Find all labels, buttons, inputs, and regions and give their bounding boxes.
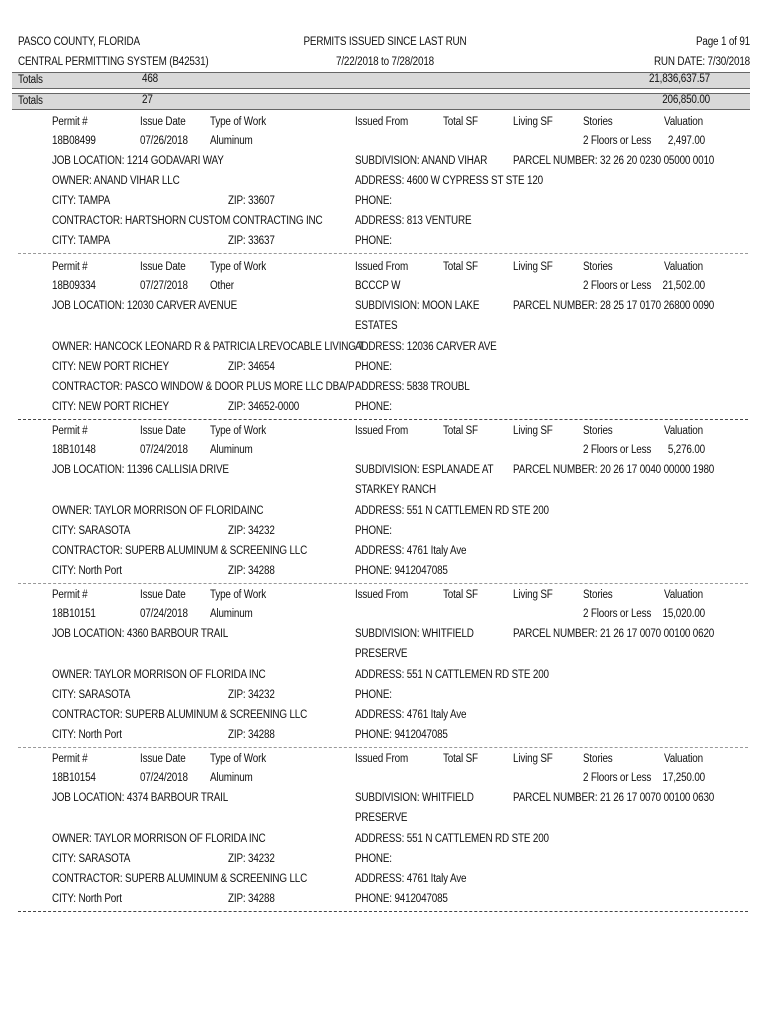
job-location: JOB LOCATION: 12030 CARVER AVENUE xyxy=(52,300,238,312)
valuation: 15,020.00 xyxy=(662,608,705,620)
owner-name: OWNER: TAYLOR MORRISON OF FLORIDA INC xyxy=(52,669,266,681)
report-title: PERMITS ISSUED SINCE LAST RUN xyxy=(303,36,467,48)
contractor-zip: ZIP: 34288 xyxy=(228,893,275,905)
owner-zip: ZIP: 34232 xyxy=(228,689,275,701)
system-name: CENTRAL PERMITTING SYSTEM (B42531) xyxy=(18,56,209,68)
date-range: 7/22/2018 to 7/28/2018 xyxy=(336,56,434,68)
owner-address: ADDRESS: 551 N CATTLEMEN RD STE 200 xyxy=(355,833,549,845)
subdivision: SUBDIVISION: WHITFIELD xyxy=(355,628,474,640)
issue-date-label: Issue Date xyxy=(140,425,186,437)
living-sf-label: Living SF xyxy=(513,589,553,601)
issued-from-label: Issued From xyxy=(355,116,409,128)
owner-address: ADDRESS: 12036 CARVER AVE xyxy=(355,341,497,353)
type-of-work-label: Type of Work xyxy=(210,261,267,273)
totals-valuation: 206,850.00 xyxy=(662,94,710,106)
subdivision-continued: PRESERVE xyxy=(355,648,408,660)
job-location: JOB LOCATION: 4374 BARBOUR TRAIL xyxy=(52,792,229,804)
issue-date: 07/24/2018 xyxy=(140,444,188,456)
totals-label: Totals xyxy=(18,95,43,107)
issued-from-label: Issued From xyxy=(355,261,409,273)
total-sf-label: Total SF xyxy=(443,116,478,128)
type-of-work-label: Type of Work xyxy=(210,116,267,128)
type-of-work: Aluminum xyxy=(210,772,253,784)
contractor-zip: ZIP: 34288 xyxy=(228,729,275,741)
job-location: JOB LOCATION: 4360 BARBOUR TRAIL xyxy=(52,628,229,640)
contractor-city: CITY: North Port xyxy=(52,729,122,741)
owner-zip: ZIP: 34232 xyxy=(228,525,275,537)
owner-name: OWNER: TAYLOR MORRISON OF FLORIDA INC xyxy=(52,833,266,845)
contractor-name: CONTRACTOR: SUPERB ALUMINUM & SCREENING LLC xyxy=(52,873,308,885)
stories: 2 Floors or Less xyxy=(583,608,652,620)
issue-date-label: Issue Date xyxy=(140,753,186,765)
stories-label: Stories xyxy=(583,589,613,601)
owner-city: CITY: SARASOTA xyxy=(52,853,131,865)
valuation: 17,250.00 xyxy=(662,772,705,784)
contractor-city: CITY: TAMPA xyxy=(52,235,111,247)
total-sf-label: Total SF xyxy=(443,589,478,601)
contractor-name: CONTRACTOR: HARTSHORN CUSTOM CONTRACTING INC xyxy=(52,215,323,227)
subdivision: SUBDIVISION: ESPLANADE AT xyxy=(355,464,494,476)
subdivision-continued: ESTATES xyxy=(355,320,398,332)
owner-city: CITY: TAMPA xyxy=(52,195,111,207)
owner-address: ADDRESS: 551 N CATTLEMEN RD STE 200 xyxy=(355,505,549,517)
valuation-label: Valuation xyxy=(664,425,703,437)
issue-date: 07/24/2018 xyxy=(140,608,188,620)
permit-number: 18B08499 xyxy=(52,135,96,147)
valuation: 21,502.00 xyxy=(662,280,705,292)
contractor-name: CONTRACTOR: PASCO WINDOW & DOOR PLUS MORE LLC DBA/P xyxy=(52,381,355,393)
owner-zip: ZIP: 34654 xyxy=(228,361,275,373)
valuation-label: Valuation xyxy=(664,589,703,601)
county-name: PASCO COUNTY, FLORIDA xyxy=(18,36,140,48)
owner-address: ADDRESS: 551 N CATTLEMEN RD STE 200 xyxy=(355,669,549,681)
permit-number: 18B10148 xyxy=(52,444,96,456)
issued-from: BCCCP W xyxy=(355,280,401,292)
issue-date-label: Issue Date xyxy=(140,116,186,128)
valuation: 5,276.00 xyxy=(667,444,705,456)
contractor-address: ADDRESS: 5838 TROUBL xyxy=(355,381,470,393)
contractor-phone: PHONE: 9412047085 xyxy=(355,729,448,741)
subdivision: SUBDIVISION: ANAND VIHAR xyxy=(355,155,488,167)
subdivision-continued: PRESERVE xyxy=(355,812,408,824)
total-sf-label: Total SF xyxy=(443,261,478,273)
contractor-name: CONTRACTOR: SUPERB ALUMINUM & SCREENING LLC xyxy=(52,545,308,557)
permit-number: 18B10151 xyxy=(52,608,96,620)
owner-phone: PHONE: xyxy=(355,525,392,537)
subdivision-continued: STARKEY RANCH xyxy=(355,484,436,496)
contractor-phone: PHONE: 9412047085 xyxy=(355,565,448,577)
issued-from-label: Issued From xyxy=(355,753,409,765)
type-of-work-label: Type of Work xyxy=(210,589,267,601)
job-location: JOB LOCATION: 1214 GODAVARI WAY xyxy=(52,155,224,167)
valuation-label: Valuation xyxy=(664,753,703,765)
issued-from-label: Issued From xyxy=(355,589,409,601)
totals-label: Totals xyxy=(18,74,43,86)
contractor-city: CITY: North Port xyxy=(52,565,122,577)
type-of-work-label: Type of Work xyxy=(210,425,267,437)
permit-number: 18B09334 xyxy=(52,280,96,292)
contractor-address: ADDRESS: 4761 Italy Ave xyxy=(355,873,467,885)
issue-date: 07/24/2018 xyxy=(140,772,188,784)
contractor-phone: PHONE: 9412047085 xyxy=(355,893,448,905)
issue-date-label: Issue Date xyxy=(140,589,186,601)
parcel-number: PARCEL NUMBER: 21 26 17 0070 00100 0620 xyxy=(513,628,715,640)
parcel-number: PARCEL NUMBER: 32 26 20 0230 05000 0010 xyxy=(513,155,715,167)
owner-zip: ZIP: 34232 xyxy=(228,853,275,865)
stories: 2 Floors or Less xyxy=(583,772,652,784)
owner-name: OWNER: TAYLOR MORRISON OF FLORIDAINC xyxy=(52,505,264,517)
stories-label: Stories xyxy=(583,116,613,128)
contractor-address: ADDRESS: 4761 Italy Ave xyxy=(355,709,467,721)
permit-label: Permit # xyxy=(52,116,88,128)
totals-count: 27 xyxy=(142,94,153,106)
owner-phone: PHONE: xyxy=(355,361,392,373)
subdivision: SUBDIVISION: WHITFIELD xyxy=(355,792,474,804)
stories: 2 Floors or Less xyxy=(583,280,652,292)
stories: 2 Floors or Less xyxy=(583,135,652,147)
subdivision: SUBDIVISION: MOON LAKE xyxy=(355,300,480,312)
owner-phone: PHONE: xyxy=(355,195,392,207)
permit-label: Permit # xyxy=(52,425,88,437)
owner-name: OWNER: HANCOCK LEONARD R & PATRICIA LREVOCABLE LIVING T xyxy=(52,341,365,353)
owner-name: OWNER: ANAND VIHAR LLC xyxy=(52,175,180,187)
owner-city: CITY: SARASOTA xyxy=(52,525,131,537)
issue-date: 07/26/2018 xyxy=(140,135,188,147)
record-separator xyxy=(18,253,748,254)
contractor-zip: ZIP: 34288 xyxy=(228,565,275,577)
permit-label: Permit # xyxy=(52,261,88,273)
type-of-work: Aluminum xyxy=(210,135,253,147)
valuation: 2,497.00 xyxy=(667,135,705,147)
permit-number: 18B10154 xyxy=(52,772,96,784)
owner-phone: PHONE: xyxy=(355,689,392,701)
permit-label: Permit # xyxy=(52,753,88,765)
owner-phone: PHONE: xyxy=(355,853,392,865)
contractor-address: ADDRESS: 813 VENTURE xyxy=(355,215,472,227)
job-location: JOB LOCATION: 11396 CALLISIA DRIVE xyxy=(52,464,229,476)
record-separator xyxy=(18,911,748,912)
owner-address: ADDRESS: 4600 W CYPRESS ST STE 120 xyxy=(355,175,544,187)
issue-date-label: Issue Date xyxy=(140,261,186,273)
totals-valuation: 21,836,637.57 xyxy=(648,73,710,85)
contractor-city: CITY: NEW PORT RICHEY xyxy=(52,401,169,413)
stories-label: Stories xyxy=(583,425,613,437)
page-number: Page 1 of 91 xyxy=(695,36,750,48)
type-of-work-label: Type of Work xyxy=(210,753,267,765)
contractor-phone: PHONE: xyxy=(355,401,392,413)
record-separator xyxy=(18,419,748,420)
totals-count: 468 xyxy=(142,73,158,85)
issue-date: 07/27/2018 xyxy=(140,280,188,292)
owner-city: CITY: SARASOTA xyxy=(52,689,131,701)
contractor-name: CONTRACTOR: SUPERB ALUMINUM & SCREENING LLC xyxy=(52,709,308,721)
living-sf-label: Living SF xyxy=(513,116,553,128)
issued-from-label: Issued From xyxy=(355,425,409,437)
valuation-label: Valuation xyxy=(664,261,703,273)
permit-label: Permit # xyxy=(52,589,88,601)
living-sf-label: Living SF xyxy=(513,261,553,273)
run-date: RUN DATE: 7/30/2018 xyxy=(653,56,750,68)
owner-zip: ZIP: 33607 xyxy=(228,195,275,207)
living-sf-label: Living SF xyxy=(513,753,553,765)
stories-label: Stories xyxy=(583,261,613,273)
living-sf-label: Living SF xyxy=(513,425,553,437)
contractor-city: CITY: North Port xyxy=(52,893,122,905)
stories: 2 Floors or Less xyxy=(583,444,652,456)
type-of-work: Aluminum xyxy=(210,444,253,456)
contractor-address: ADDRESS: 4761 Italy Ave xyxy=(355,545,467,557)
type-of-work: Other xyxy=(210,280,234,292)
type-of-work: Aluminum xyxy=(210,608,253,620)
total-sf-label: Total SF xyxy=(443,425,478,437)
parcel-number: PARCEL NUMBER: 28 25 17 0170 26800 0090 xyxy=(513,300,715,312)
contractor-phone: PHONE: xyxy=(355,235,392,247)
valuation-label: Valuation xyxy=(664,116,703,128)
stories-label: Stories xyxy=(583,753,613,765)
record-separator xyxy=(18,747,748,748)
contractor-zip: ZIP: 34652-0000 xyxy=(228,401,300,413)
record-separator xyxy=(18,583,748,584)
contractor-zip: ZIP: 33637 xyxy=(228,235,275,247)
parcel-number: PARCEL NUMBER: 20 26 17 0040 00000 1980 xyxy=(513,464,715,476)
owner-city: CITY: NEW PORT RICHEY xyxy=(52,361,169,373)
parcel-number: PARCEL NUMBER: 21 26 17 0070 00100 0630 xyxy=(513,792,715,804)
total-sf-label: Total SF xyxy=(443,753,478,765)
